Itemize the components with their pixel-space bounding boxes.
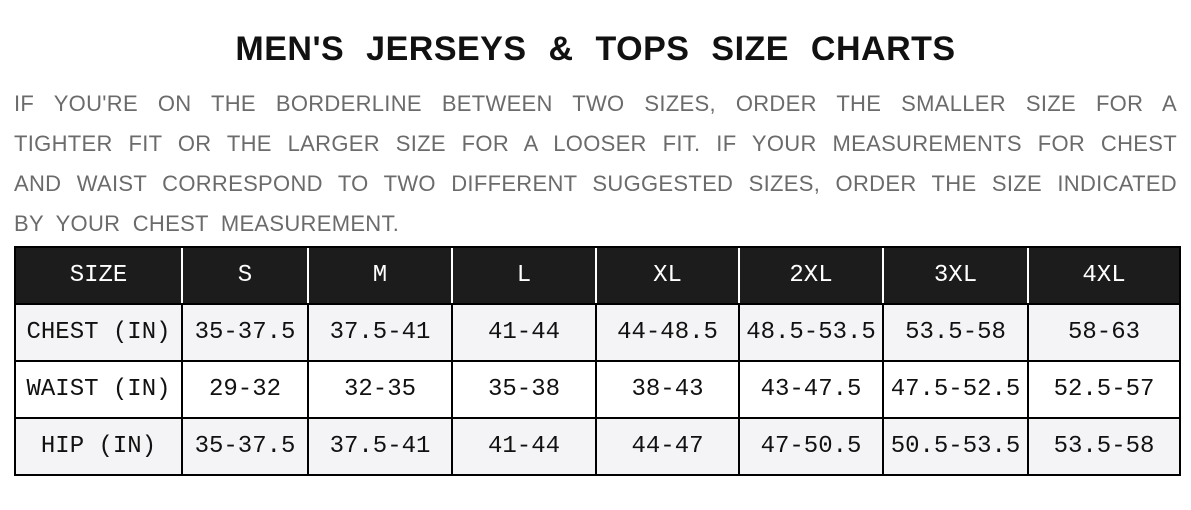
size-value-cell: 41-44 — [453, 303, 597, 360]
column-header-s: S — [183, 248, 309, 303]
size-value-cell: 53.5-58 — [1029, 417, 1179, 474]
size-value-cell: 58-63 — [1029, 303, 1179, 360]
intro-line-1: IF YOU'RE ON THE BORDERLINE BETWEEN TWO SIZES, ORDER THE SMALLER SIZE FOR A — [14, 91, 1177, 116]
size-value-cell: 48.5-53.5 — [740, 303, 884, 360]
size-value-cell: 50.5-53.5 — [884, 417, 1029, 474]
column-header-m: M — [309, 248, 453, 303]
size-value-cell: 52.5-57 — [1029, 360, 1179, 417]
size-value-cell: 37.5-41 — [309, 417, 453, 474]
table-row-hip — [16, 417, 1179, 474]
size-value-cell: 44-48.5 — [597, 303, 740, 360]
table-row-chest — [16, 303, 1179, 360]
column-header-4xl: 4XL — [1029, 248, 1179, 303]
size-value-cell: 38-43 — [597, 360, 740, 417]
intro-line-2: TIGHTER FIT OR THE LARGER SIZE FOR A LOOSER FIT. IF YOUR MEASUREMENTS FOR CHEST — [14, 131, 1177, 156]
column-header-size: SIZE — [16, 248, 183, 303]
table-row-waist — [16, 360, 1179, 417]
size-value-cell: 37.5-41 — [309, 303, 453, 360]
row-label: CHEST (IN) — [16, 303, 183, 360]
size-value-cell: 47-50.5 — [740, 417, 884, 474]
intro-line-3: AND WAIST CORRESPOND TO TWO DIFFERENT SUGGESTED SIZES, ORDER THE SIZE INDICATED — [14, 171, 1177, 196]
size-chart-header-row — [16, 248, 1179, 303]
size-chart-body — [16, 303, 1179, 474]
size-value-cell: 41-44 — [453, 417, 597, 474]
size-value-cell: 47.5-52.5 — [884, 360, 1029, 417]
column-header-2xl: 2XL — [740, 248, 884, 303]
size-value-cell: 35-37.5 — [183, 417, 309, 474]
size-chart-table — [14, 246, 1181, 476]
intro-paragraph — [14, 84, 1177, 244]
page-title: MEN'S JERSEYS & TOPS SIZE CHARTS — [235, 30, 956, 68]
column-header-3xl: 3XL — [884, 248, 1029, 303]
size-value-cell: 35-38 — [453, 360, 597, 417]
size-value-cell: 35-37.5 — [183, 303, 309, 360]
column-header-xl: XL — [597, 248, 740, 303]
size-value-cell: 29-32 — [183, 360, 309, 417]
row-label: WAIST (IN) — [16, 360, 183, 417]
intro-line-4: BY YOUR CHEST MEASUREMENT. — [14, 211, 400, 236]
size-value-cell: 53.5-58 — [884, 303, 1029, 360]
size-value-cell: 44-47 — [597, 417, 740, 474]
row-label: HIP (IN) — [16, 417, 183, 474]
size-value-cell: 43-47.5 — [740, 360, 884, 417]
size-value-cell: 32-35 — [309, 360, 453, 417]
column-header-l: L — [453, 248, 597, 303]
